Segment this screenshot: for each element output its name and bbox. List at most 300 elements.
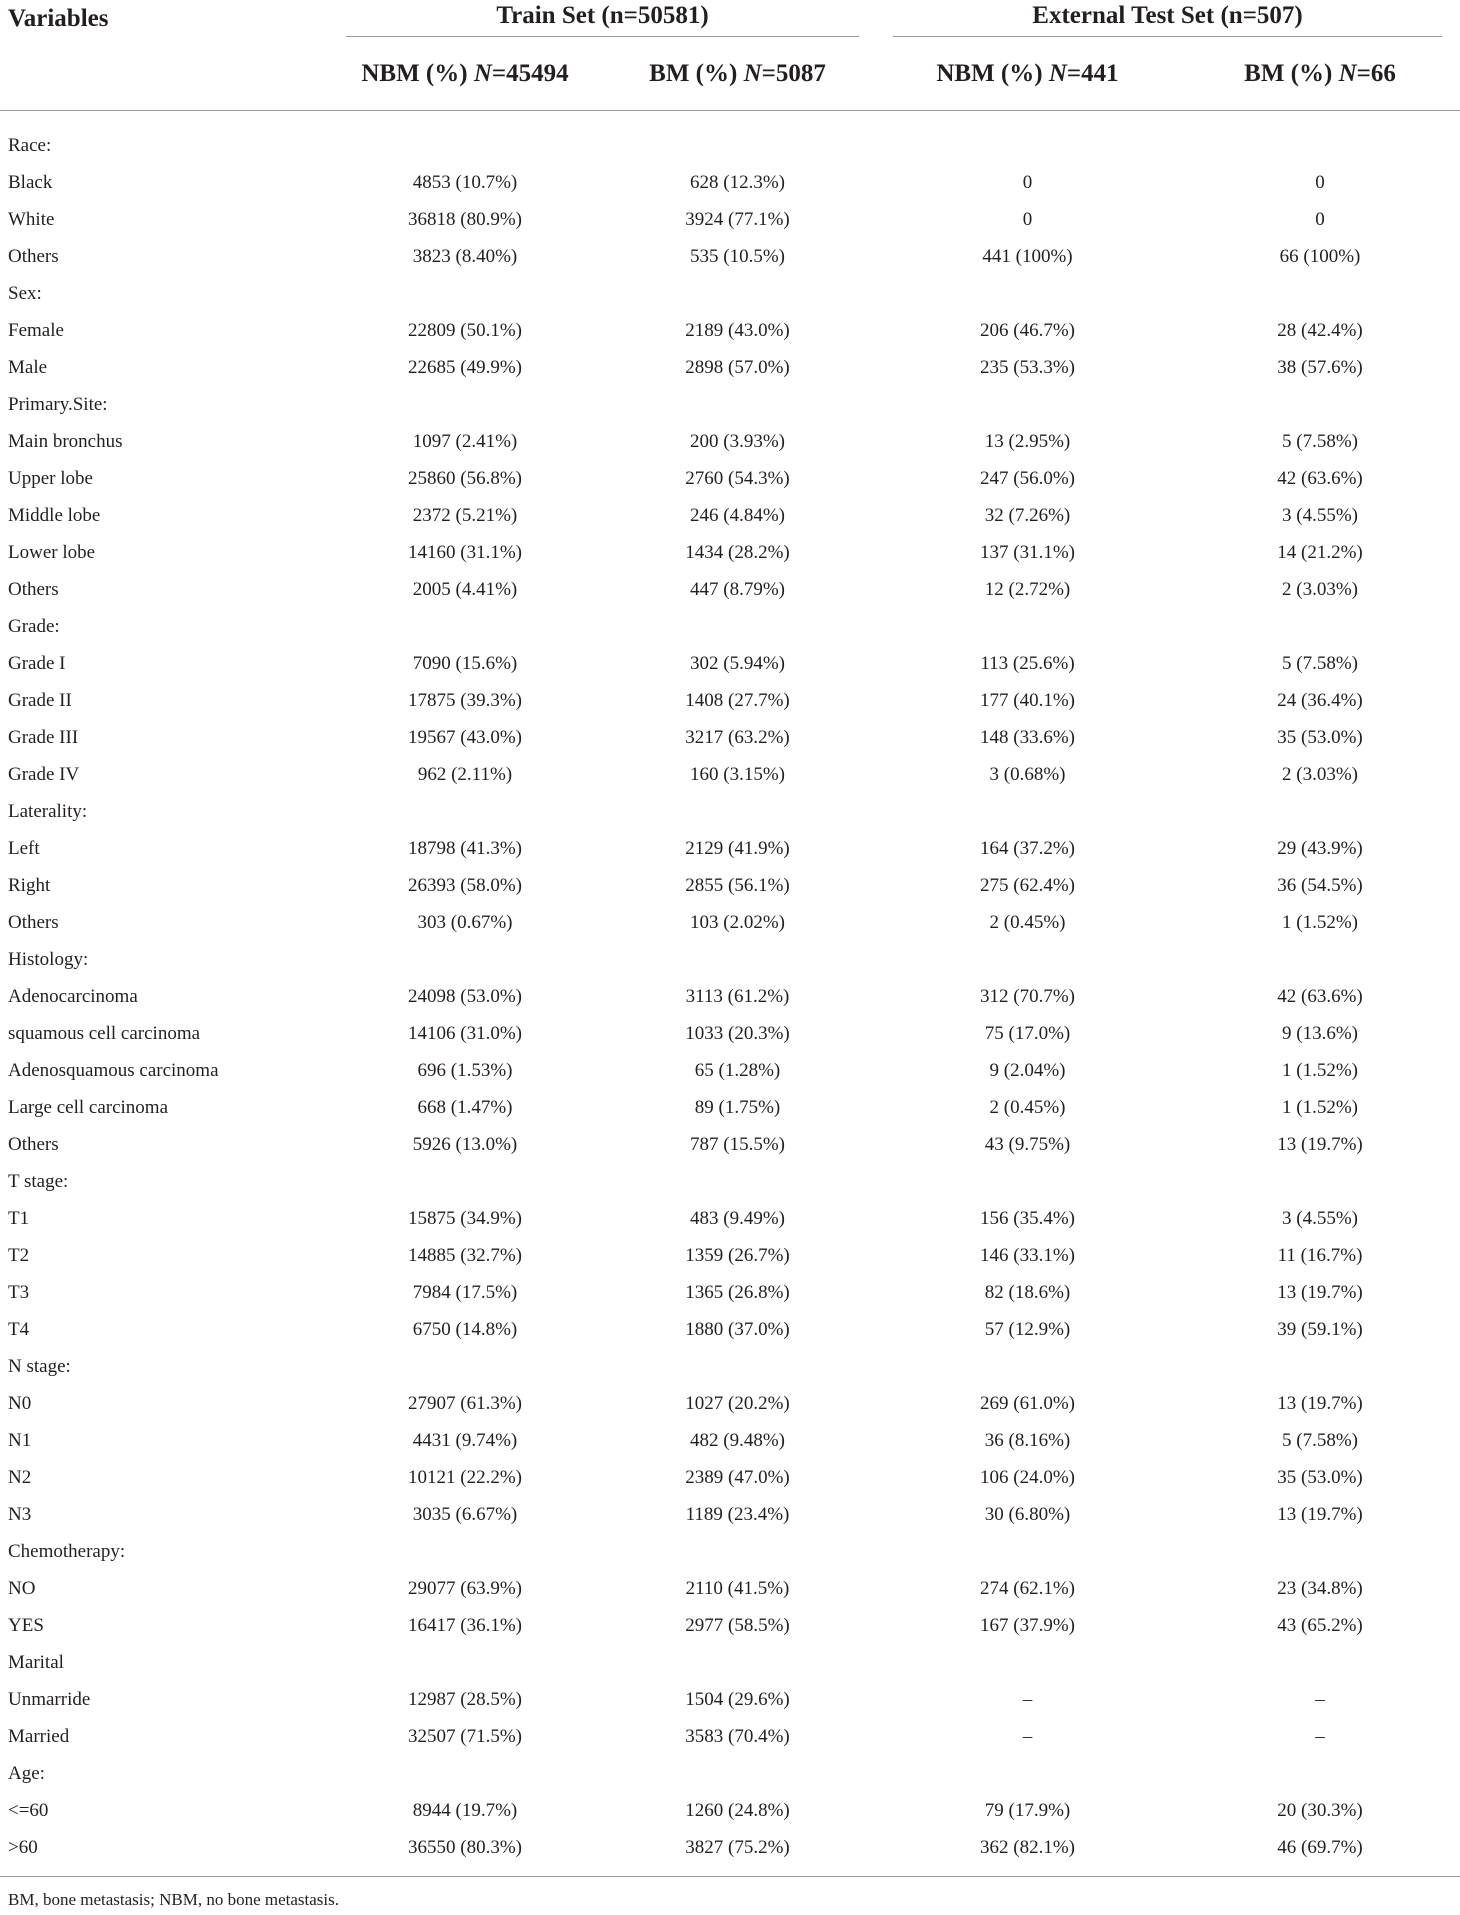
test-nbm-cell [875,1163,1180,1200]
test-bm-cell: 14 (21.2%) [1277,541,1363,563]
train-nbm-cell: 36550 (80.3%) [408,1836,522,1858]
test-bm-cell [1180,1644,1460,1681]
test-nbm-cell: 0 [1022,171,1033,193]
table-row [0,978,1460,1015]
train-nbm-cell [330,1533,600,1570]
train-nbm-cell [330,386,600,423]
test-nbm-cell: – [1022,1725,1033,1747]
test-bm-cell [1180,386,1460,423]
variables-header: Variables [8,5,109,32]
train-bm-cell: 89 (1.75%) [694,1096,781,1118]
test-nbm-cell: 3 (0.68%) [989,763,1066,785]
section-header-row [0,793,1460,830]
column-header-train-nbm: NBM (%) N=45494 [330,38,600,111]
table-row [0,460,1460,497]
test-bm-cell: 1 (1.52%) [1282,911,1358,933]
test-nbm-cell: 9 (2.04%) [989,1059,1066,1081]
train-nbm-cell: 4431 (9.74%) [412,1429,518,1451]
test-bm-cell [1180,1163,1460,1200]
test-bm-cell: 1 (1.52%) [1282,1096,1358,1118]
row-label: Main bronchus [8,430,123,452]
row-label: T3 [8,1281,30,1303]
train-nbm-cell: 8944 (19.7%) [412,1799,518,1821]
train-nbm-cell: 3823 (8.40%) [412,245,518,267]
test-nbm-cell [875,275,1180,312]
row-label: N0 [8,1392,32,1414]
table-row [0,645,1460,682]
section-label: Chemotherapy: [8,1540,126,1562]
section-label: Histology: [8,948,89,970]
train-nbm-cell: 962 (2.11%) [417,763,513,785]
train-nbm-cell [330,1163,600,1200]
train-set-underline [346,36,858,37]
train-bm-cell: 535 (10.5%) [690,245,785,267]
table-row [0,867,1460,904]
test-bm-cell: 13 (19.7%) [1277,1281,1363,1303]
train-bm-cell [600,608,875,645]
test-bm-cell [1180,1755,1460,1792]
table-row [0,238,1460,275]
train-nbm-cell: 1097 (2.41%) [412,430,518,452]
test-bm-cell [1180,608,1460,645]
row-label: Black [8,171,53,193]
test-bm-cell: 2 (3.03%) [1282,578,1358,600]
test-bm-cell: 38 (57.6%) [1277,356,1363,378]
train-bm-cell: 1880 (37.0%) [685,1318,790,1340]
test-nbm-cell: 75 (17.0%) [984,1022,1071,1044]
test-bm-cell [1180,793,1460,830]
test-bm-cell: 43 (65.2%) [1277,1614,1363,1636]
train-nbm-cell: 24098 (53.0%) [408,985,522,1007]
header-spacer-row [0,111,1460,128]
test-bm-cell: 39 (59.1%) [1277,1318,1363,1340]
table-row [0,312,1460,349]
test-nbm-cell [875,127,1180,164]
test-nbm-cell: 156 (35.4%) [980,1207,1075,1229]
test-bm-cell: 20 (30.3%) [1277,1799,1363,1821]
train-nbm-cell: 22809 (50.1%) [408,319,522,341]
train-bm-cell: 2129 (41.9%) [685,837,790,859]
table-body [0,127,1460,1866]
test-nbm-cell: 441 (100%) [982,245,1073,267]
train-bm-cell: 302 (5.94%) [690,652,785,674]
row-label: Grade IV [8,763,80,785]
train-nbm-cell: 3035 (6.67%) [412,1503,518,1525]
column-header-test-bm: BM (%) N=66 [1180,38,1460,111]
test-nbm-cell [875,386,1180,423]
table-row [0,1015,1460,1052]
train-nbm-cell: 14106 (31.0%) [408,1022,522,1044]
test-nbm-cell [875,941,1180,978]
section-header-row [0,1755,1460,1792]
test-nbm-cell: 206 (46.7%) [980,319,1075,341]
row-label: squamous cell carcinoma [8,1022,201,1044]
row-label: YES [8,1614,44,1636]
row-label: >60 [8,1836,38,1858]
train-bm-cell: 787 (15.5%) [690,1133,785,1155]
row-label: Left [8,837,40,859]
table-row [0,1089,1460,1126]
test-bm-cell: – [1315,1688,1325,1710]
table-footnote: BM, bone metastasis; NBM, no bone metastasis. [8,1890,340,1909]
test-bm-cell: 13 (19.7%) [1277,1133,1363,1155]
test-bm-cell: 5 (7.58%) [1282,1429,1358,1451]
train-bm-cell [600,1644,875,1681]
table-row [0,682,1460,719]
table-row [0,1200,1460,1237]
test-bm-cell: – [1315,1725,1325,1747]
train-bm-cell: 3583 (70.4%) [685,1725,790,1747]
train-set-label: Train Set (n=50581) [496,1,709,29]
train-bm-cell: 1359 (26.7%) [685,1244,790,1266]
test-nbm-cell: 13 (2.95%) [984,430,1071,452]
train-bm-cell [600,275,875,312]
table-row [0,1829,1460,1866]
train-bm-cell: 482 (9.48%) [690,1429,785,1451]
table-row [0,349,1460,386]
table-row [0,719,1460,756]
row-label: Grade III [8,726,79,748]
test-nbm-cell: 32 (7.26%) [984,504,1071,526]
test-bm-cell: 13 (19.7%) [1277,1392,1363,1414]
train-nbm-cell: 6750 (14.8%) [412,1318,518,1340]
table-row [0,1274,1460,1311]
row-label: White [8,208,55,230]
table-row [0,164,1460,201]
train-nbm-cell: 19567 (43.0%) [408,726,522,748]
test-nbm-cell: 2 (0.45%) [989,1096,1066,1118]
test-nbm-cell: 137 (31.1%) [980,541,1075,563]
test-nbm-cell: 269 (61.0%) [980,1392,1075,1414]
row-label: Unmarride [8,1688,91,1710]
test-nbm-cell: 275 (62.4%) [980,874,1075,896]
section-label: Marital [8,1651,64,1673]
section-header-row [0,1644,1460,1681]
row-label: Others [8,1133,59,1155]
test-nbm-cell: 362 (82.1%) [980,1836,1075,1858]
test-bm-cell: 5 (7.58%) [1282,430,1358,452]
train-bm-cell: 65 (1.28%) [694,1059,781,1081]
train-nbm-cell [330,1644,600,1681]
test-nbm-cell [875,608,1180,645]
test-nbm-cell: 12 (2.72%) [984,578,1071,600]
train-bm-cell [600,1533,875,1570]
test-bm-cell: 28 (42.4%) [1277,319,1363,341]
section-label: Race: [8,134,52,156]
train-nbm-cell: 26393 (58.0%) [408,874,522,896]
row-label: Adenocarcinoma [8,985,138,1007]
test-nbm-cell: 30 (6.80%) [984,1503,1071,1525]
train-nbm-cell [330,127,600,164]
train-nbm-cell: 29077 (63.9%) [408,1577,522,1599]
test-nbm-cell [875,1348,1180,1385]
section-header-row [0,1348,1460,1385]
table-row [0,830,1460,867]
test-bm-cell: 24 (36.4%) [1277,689,1363,711]
train-set-header [330,0,875,38]
test-bm-cell: 3 (4.55%) [1282,1207,1358,1229]
test-bm-cell [1180,127,1460,164]
train-bm-cell: 1504 (29.6%) [685,1688,790,1710]
section-header-row [0,386,1460,423]
train-nbm-cell: 10121 (22.2%) [408,1466,522,1488]
table-row [0,1607,1460,1644]
train-bm-cell: 103 (2.02%) [690,911,785,933]
train-nbm-cell [330,608,600,645]
train-nbm-cell: 696 (1.53%) [417,1059,513,1081]
table-row [0,1422,1460,1459]
train-nbm-cell: 27907 (61.3%) [408,1392,522,1414]
row-label: Others [8,245,59,267]
test-bm-cell [1180,941,1460,978]
train-nbm-cell: 12987 (28.5%) [408,1688,522,1710]
test-nbm-cell: 0 [1022,208,1033,230]
train-bm-cell: 3924 (77.1%) [685,208,790,230]
test-bm-cell: 5 (7.58%) [1282,652,1358,674]
section-header-row [0,127,1460,164]
table-row [0,201,1460,238]
train-bm-cell [600,1348,875,1385]
table-row [0,1718,1460,1755]
train-nbm-cell: 2372 (5.21%) [412,504,518,526]
test-nbm-cell: 247 (56.0%) [980,467,1075,489]
section-header-row [0,275,1460,312]
train-bm-cell: 2855 (56.1%) [685,874,790,896]
train-nbm-cell: 303 (0.67%) [417,911,513,933]
row-label: T1 [8,1207,30,1229]
test-nbm-cell [875,1533,1180,1570]
train-bm-cell: 1260 (24.8%) [685,1799,790,1821]
row-label: Upper lobe [8,467,93,489]
train-nbm-cell: 18798 (41.3%) [408,837,522,859]
train-bm-cell: 1365 (26.8%) [685,1281,790,1303]
row-label: Others [8,911,59,933]
table-row [0,904,1460,941]
table-row [0,1570,1460,1607]
train-nbm-cell: 14885 (32.7%) [408,1244,522,1266]
section-label: T stage: [8,1170,69,1192]
test-bm-cell: 0 [1315,171,1325,193]
test-nbm-cell: 177 (40.1%) [980,689,1075,711]
row-label: Others [8,578,59,600]
test-bm-cell: 3 (4.55%) [1282,504,1358,526]
row-label: Female [8,319,64,341]
row-label: Adenosquamous carcinoma [8,1059,219,1081]
test-bm-cell: 35 (53.0%) [1277,726,1363,748]
train-nbm-cell [330,1348,600,1385]
train-nbm-cell: 7090 (15.6%) [412,652,518,674]
table-row [0,534,1460,571]
test-bm-cell [1180,1533,1460,1570]
table-row [0,1681,1460,1718]
test-nbm-cell: 43 (9.75%) [984,1133,1071,1155]
train-nbm-cell: 22685 (49.9%) [408,356,522,378]
test-nbm-cell: 82 (18.6%) [984,1281,1071,1303]
test-nbm-cell: 106 (24.0%) [980,1466,1075,1488]
test-nbm-cell [875,1644,1180,1681]
train-bm-cell: 3113 (61.2%) [685,985,790,1007]
train-bm-cell: 628 (12.3%) [690,171,785,193]
train-bm-cell: 2760 (54.3%) [685,467,790,489]
row-label: T2 [8,1244,30,1266]
table-bottom-rule [0,1876,1460,1877]
train-nbm-cell: 668 (1.47%) [417,1096,513,1118]
column-header-row [0,38,1460,111]
section-label: N stage: [8,1355,71,1377]
test-bm-cell: 2 (3.03%) [1282,763,1358,785]
test-bm-cell: 11 (16.7%) [1277,1244,1363,1266]
row-label: <=60 [8,1799,49,1821]
train-nbm-cell [330,1755,600,1792]
train-nbm-cell: 15875 (34.9%) [408,1207,522,1229]
train-nbm-cell: 14160 (31.1%) [408,541,522,563]
test-nbm-cell: 79 (17.9%) [984,1799,1071,1821]
row-label: T4 [8,1318,30,1340]
train-bm-cell [600,1163,875,1200]
test-bm-cell: 46 (69.7%) [1277,1836,1363,1858]
table-row [0,497,1460,534]
row-label: Married [8,1725,70,1747]
table-row [0,1126,1460,1163]
train-nbm-cell: 2005 (4.41%) [412,578,518,600]
train-bm-cell: 246 (4.84%) [690,504,785,526]
train-bm-cell [600,1755,875,1792]
variables-header-spacer [0,38,330,111]
row-label: Right [8,874,51,896]
row-label: N3 [8,1503,32,1525]
table-row [0,571,1460,608]
column-header-test-nbm: NBM (%) N=441 [875,38,1180,111]
train-nbm-cell: 4853 (10.7%) [412,171,518,193]
group-header-row [0,0,1460,38]
table-row [0,1237,1460,1274]
test-nbm-cell: 312 (70.7%) [980,985,1075,1007]
train-bm-cell: 2898 (57.0%) [685,356,790,378]
train-bm-cell [600,386,875,423]
train-bm-cell: 447 (8.79%) [690,578,785,600]
train-nbm-cell: 7984 (17.5%) [412,1281,518,1303]
train-bm-cell: 1033 (20.3%) [685,1022,790,1044]
train-bm-cell [600,793,875,830]
test-bm-cell: 9 (13.6%) [1282,1022,1358,1044]
test-bm-cell: 35 (53.0%) [1277,1466,1363,1488]
row-label: Male [8,356,48,378]
row-label: Middle lobe [8,504,101,526]
train-bm-cell: 2977 (58.5%) [685,1614,790,1636]
test-bm-cell: 23 (34.8%) [1277,1577,1363,1599]
row-label: NO [8,1577,36,1599]
test-bm-cell [1180,1348,1460,1385]
table-row [0,1459,1460,1496]
test-nbm-cell: 148 (33.6%) [980,726,1075,748]
test-nbm-cell: 57 (12.9%) [984,1318,1071,1340]
train-nbm-cell: 17875 (39.3%) [408,689,522,711]
train-nbm-cell: 25860 (56.8%) [408,467,522,489]
test-bm-cell: 0 [1315,208,1325,230]
table-row [0,1496,1460,1533]
train-nbm-cell [330,275,600,312]
test-nbm-cell: 2 (0.45%) [989,911,1066,933]
row-label: Grade II [8,689,72,711]
train-nbm-cell: 5926 (13.0%) [412,1133,518,1155]
section-header-row [0,1163,1460,1200]
train-bm-cell: 3827 (75.2%) [685,1836,790,1858]
test-nbm-cell: 36 (8.16%) [984,1429,1071,1451]
test-nbm-cell: – [1022,1688,1033,1710]
train-bm-cell: 3217 (63.2%) [685,726,790,748]
test-nbm-cell: 113 (25.6%) [980,652,1075,674]
test-set-underline [893,36,1443,37]
test-nbm-cell: 146 (33.1%) [980,1244,1075,1266]
train-bm-cell: 200 (3.93%) [690,430,785,452]
section-label: Primary.Site: [8,393,108,415]
train-bm-cell: 2110 (41.5%) [685,1577,790,1599]
test-nbm-cell: 274 (62.1%) [980,1577,1075,1599]
section-label: Age: [8,1762,45,1784]
train-nbm-cell: 16417 (36.1%) [408,1614,522,1636]
row-label: Large cell carcinoma [8,1096,168,1118]
section-header-row [0,608,1460,645]
test-bm-cell: 42 (63.6%) [1277,467,1363,489]
row-label: N2 [8,1466,32,1488]
test-bm-cell: 42 (63.6%) [1277,985,1363,1007]
test-bm-cell: 1 (1.52%) [1282,1059,1358,1081]
test-nbm-cell: 164 (37.2%) [980,837,1075,859]
train-nbm-cell [330,793,600,830]
train-nbm-cell [330,941,600,978]
column-header-train-bm: BM (%) N=5087 [600,38,875,111]
train-bm-cell [600,127,875,164]
train-bm-cell: 160 (3.15%) [690,763,785,785]
train-bm-cell: 1189 (23.4%) [685,1503,790,1525]
train-bm-cell: 1434 (28.2%) [685,541,790,563]
section-label: Sex: [8,282,42,304]
section-label: Laterality: [8,800,88,822]
train-bm-cell [600,941,875,978]
table-row [0,756,1460,793]
test-bm-cell: 29 (43.9%) [1277,837,1363,859]
table-row [0,1052,1460,1089]
section-header-row [0,941,1460,978]
train-bm-cell: 1027 (20.2%) [685,1392,790,1414]
train-bm-cell: 483 (9.49%) [690,1207,785,1229]
test-bm-cell: 13 (19.7%) [1277,1503,1363,1525]
train-bm-cell: 2189 (43.0%) [685,319,790,341]
section-header-row [0,1533,1460,1570]
row-label: Grade I [8,652,66,674]
table-row [0,1385,1460,1422]
test-nbm-cell: 167 (37.9%) [980,1614,1075,1636]
test-nbm-cell [875,793,1180,830]
test-set-label: External Test Set (n=507) [1032,1,1303,29]
row-label: Lower lobe [8,541,96,563]
table-row [0,423,1460,460]
test-set-header [875,0,1460,38]
train-bm-cell: 2389 (47.0%) [685,1466,790,1488]
section-label: Grade: [8,615,60,637]
train-nbm-cell: 32507 (71.5%) [408,1725,522,1747]
test-nbm-cell: 235 (53.3%) [980,356,1075,378]
test-bm-cell: 36 (54.5%) [1277,874,1363,896]
row-label: N1 [8,1429,32,1451]
test-nbm-cell [875,1755,1180,1792]
train-bm-cell: 1408 (27.7%) [685,689,790,711]
table-row [0,1311,1460,1348]
test-bm-cell [1180,275,1460,312]
test-bm-cell: 66 (100%) [1279,245,1361,267]
table-row [0,1792,1460,1829]
train-nbm-cell: 36818 (80.9%) [408,208,522,230]
